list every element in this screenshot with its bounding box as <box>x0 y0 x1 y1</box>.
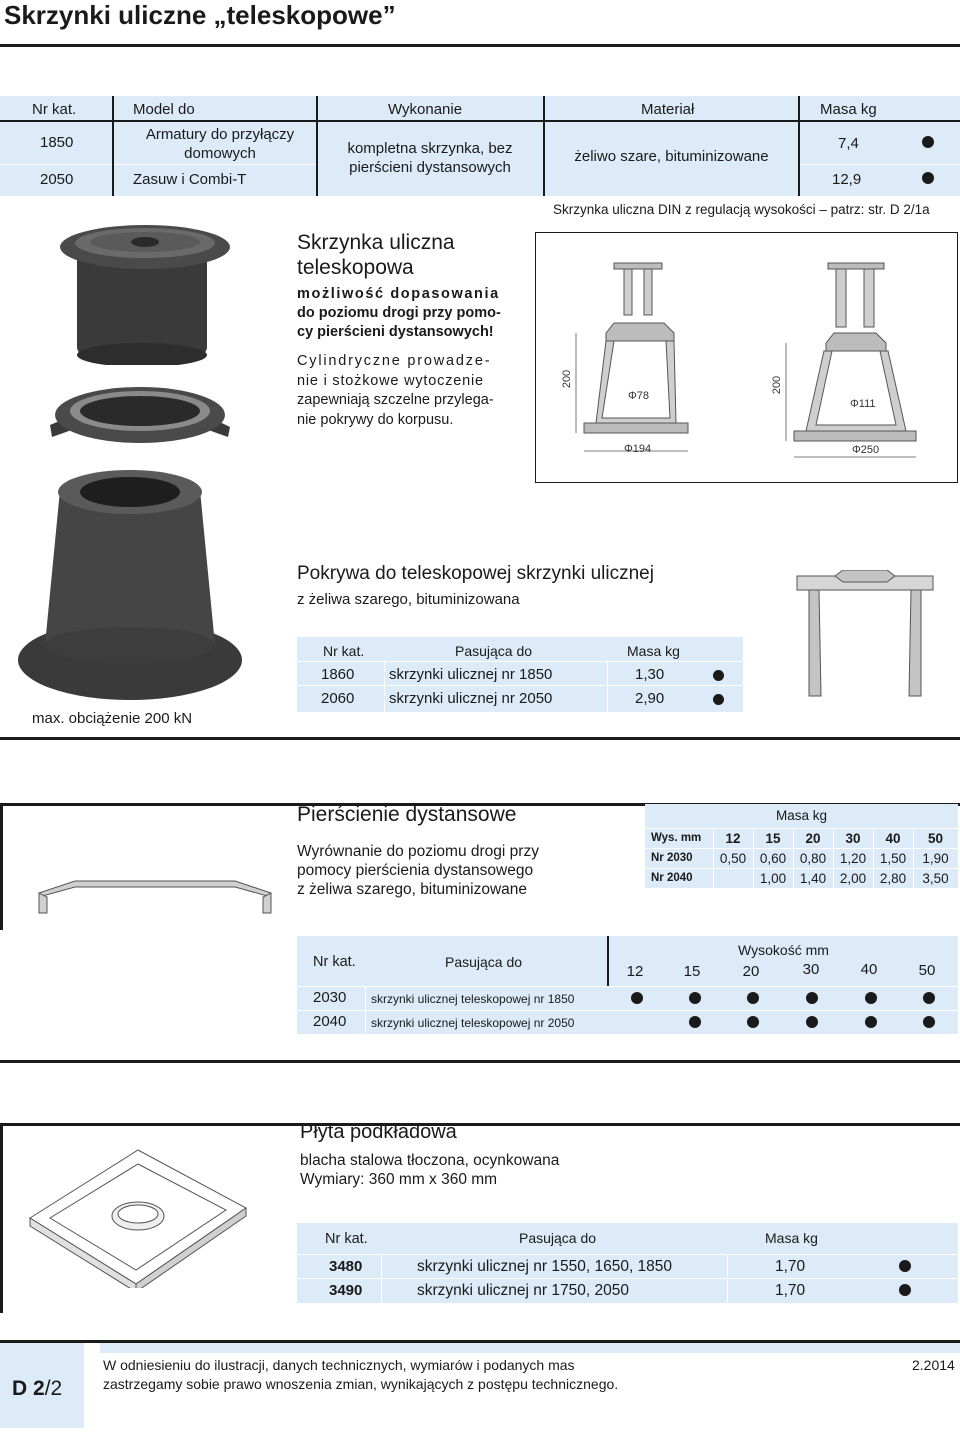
row1-model: Armatury do przyłączy domowych <box>145 126 295 162</box>
cover-row1-masa: 1,30 <box>635 666 665 683</box>
cover-row2-masa: 2,90 <box>635 690 665 707</box>
plate-left-border <box>0 1123 3 1313</box>
row1-masa: 7,4 <box>838 135 859 152</box>
mass-2030-30: 1,20 <box>839 851 867 866</box>
ref-note: Skrzynka uliczna DIN z regulacją wysokości – patrz: str. D 2/1a <box>553 202 930 217</box>
footer-note: W odniesieniu do ilustracji, danych technicznych, wymiarów i podanych mas zastrzegamy sobie prawo wnoszenia zmian, wynikających z postępu technicznego. <box>103 1357 619 1392</box>
dim-d4: Φ250 <box>852 444 880 456</box>
section-rule-3 <box>0 1060 960 1063</box>
plate-row1-bullet-icon <box>899 1260 911 1272</box>
plate-row2-bullet-icon <box>899 1284 911 1296</box>
col-wykonanie: Wykonanie <box>388 101 463 118</box>
col-model: Model do <box>133 101 195 118</box>
plate-col-masa: Masa kg <box>765 1230 818 1246</box>
cover-drawing <box>795 570 935 700</box>
cover-subtitle: z żeliwa szarego, bituminizowana <box>297 591 520 608</box>
dim-h2: 200 <box>771 375 784 395</box>
h-12: 12 <box>725 831 741 846</box>
plate-col-fits: Pasująca do <box>519 1230 597 1246</box>
h-15: 15 <box>765 831 781 846</box>
avail-h-40: 40 <box>860 961 878 978</box>
mass-2030-15: 0,60 <box>759 851 787 866</box>
mass-2030-40: 1,50 <box>879 851 907 866</box>
avail-col-nr: Nr kat. <box>313 954 356 970</box>
mass-2040-15: 1,00 <box>759 871 787 886</box>
rings-mass-rowhdr: Wys. mm <box>651 832 702 844</box>
row1-bullet-icon <box>922 136 934 148</box>
cover-col-nr: Nr kat. <box>323 643 365 659</box>
plate-row1-nr: 3480 <box>329 1258 363 1275</box>
cover-row2-fits: skrzynki ulicznej nr 2050 <box>389 690 553 707</box>
avail-row1-fits: skrzynki ulicznej teleskopowej nr 1850 <box>371 992 575 1006</box>
row1-nr: 1850 <box>40 134 74 151</box>
h-30: 30 <box>845 831 861 846</box>
plate-row2-fits: skrzynki ulicznej nr 1750, 2050 <box>417 1282 629 1299</box>
cover-row2-bullet-icon <box>713 694 724 705</box>
cover-table <box>297 637 743 712</box>
plate-row2-masa: 1,70 <box>775 1282 806 1299</box>
mass-2030-50: 1,90 <box>922 851 949 866</box>
availability-dot-icon <box>806 992 818 1004</box>
dim-d1: Φ78 <box>628 390 650 402</box>
page-title: Skrzynki uliczne „teleskopowe” <box>4 0 396 30</box>
rings-avail-table <box>297 936 958 1034</box>
distance-ring-photo <box>40 365 240 455</box>
cover-col-fits: Pasująca do <box>455 643 533 659</box>
main-table-header <box>0 96 960 122</box>
avail-row1-nr: 2030 <box>313 989 347 1006</box>
availability-dot-icon <box>923 1016 935 1028</box>
title-rule <box>0 44 960 47</box>
mass-2040-label: Nr 2040 <box>651 872 693 884</box>
avail-col-height: Wysokość mm <box>738 942 829 958</box>
mass-2040-30: 2,00 <box>839 871 867 886</box>
dim-d3: Φ111 <box>850 398 876 410</box>
avail-row2-fits: skrzynki ulicznej teleskopowej nr 2050 <box>371 1016 575 1030</box>
cover-title: Pokrywa do teleskopowej skrzynki ulicznej <box>297 563 654 584</box>
section-rule-1 <box>0 737 960 740</box>
row2-masa: 12,9 <box>832 171 862 188</box>
cover-col-masa: Masa kg <box>627 643 680 659</box>
plate-table <box>297 1223 958 1303</box>
availability-dot-icon <box>865 1016 877 1028</box>
mass-2040-40: 2,80 <box>879 871 907 886</box>
dim-h1: 200 <box>561 369 574 389</box>
rings-title: Pierścienie dystansowe <box>297 803 517 826</box>
rings-mass-caption: Masa kg <box>775 808 828 823</box>
cover-row1-bullet-icon <box>713 670 724 681</box>
telescopic-box-photo <box>55 225 255 365</box>
mass-2040-20: 1,40 <box>799 871 827 886</box>
conical-body-photo <box>15 460 245 710</box>
mass-2040-50: 3,50 <box>922 871 949 886</box>
cover-row1-fits: skrzynki ulicznej nr 1850 <box>389 666 553 683</box>
mass-2030-12: 0,50 <box>719 851 747 866</box>
load-note: max. obciążenie 200 kN <box>32 710 193 727</box>
availability-dot-icon <box>747 992 759 1004</box>
page-code-box <box>0 1343 84 1428</box>
section-rule-4 <box>0 1123 960 1126</box>
mass-2030-label: Nr 2030 <box>651 852 693 864</box>
rings-left-border <box>0 803 3 930</box>
plate-row1-fits: skrzynki ulicznej nr 1550, 1650, 1850 <box>417 1258 673 1275</box>
availability-dot-icon <box>865 992 877 1004</box>
avail-h-30: 30 <box>802 961 820 978</box>
plate-desc: blacha stalowa tłoczona, ocynkowana Wymiary: 360 mm x 360 mm <box>300 1152 560 1188</box>
avail-h-20: 20 <box>742 963 760 980</box>
col-masa: Masa kg <box>820 101 877 118</box>
section1-paragraph: Cylindryczne prowadze- nie i stożkowe wytoczenie zapewniają szczelne przylega- nie pokrywy do korpusu. <box>297 353 494 428</box>
page-code: D 2/2 <box>12 1377 63 1400</box>
main-table <box>0 96 960 196</box>
footer-date: 2.2014 <box>912 1357 955 1373</box>
plate-drawing <box>28 1148 248 1288</box>
col-material: Materiał <box>641 101 695 118</box>
technical-drawing <box>535 232 958 483</box>
cover-row2-nr: 2060 <box>321 690 355 707</box>
section1-bold-note: możliwość dopasowania do poziomu drogi przy pomo- cy pierścieni dystansowych! <box>297 286 501 340</box>
availability-dot-icon <box>631 992 643 1004</box>
wykonanie-cell: kompletna skrzynka, bez pierścieni dystansowych <box>347 140 513 176</box>
avail-row2-nr: 2040 <box>313 1013 347 1030</box>
cover-row1-nr: 1860 <box>321 666 355 683</box>
mass-2030-20: 0,80 <box>799 851 827 866</box>
material-cell: żeliwo szare, bituminizowane <box>574 148 769 165</box>
avail-col-fits: Pasująca do <box>445 954 523 970</box>
plate-title: Płyta podkładowa <box>300 1121 457 1143</box>
section1-title: Skrzynka uliczna teleskopowa <box>297 231 455 279</box>
row2-model: Zasuw i Combi-T <box>133 171 247 188</box>
row2-bullet-icon <box>922 172 934 184</box>
plate-row2-nr: 3490 <box>329 1282 363 1299</box>
rings-desc: Wyrównanie do poziomu drogi przy pomocy pierścienia dystansowego z żeliwa szarego, bituminizowane <box>297 843 539 898</box>
row2-nr: 2050 <box>40 171 74 188</box>
availability-dot-icon <box>689 1016 701 1028</box>
avail-h-15: 15 <box>683 963 701 980</box>
h-40: 40 <box>885 831 901 846</box>
plate-col-nr: Nr kat. <box>325 1231 368 1247</box>
availability-dot-icon <box>806 1016 818 1028</box>
availability-dot-icon <box>689 992 701 1004</box>
plate-row1-masa: 1,70 <box>775 1258 806 1275</box>
avail-h-50: 50 <box>918 962 936 979</box>
dim-d2: Φ194 <box>624 443 652 455</box>
rings-mass-table <box>645 804 958 888</box>
availability-dot-icon <box>747 1016 759 1028</box>
footer-strip <box>100 1343 960 1353</box>
h-20: 20 <box>805 831 821 846</box>
ring-drawing <box>35 855 275 925</box>
availability-dot-icon <box>923 992 935 1004</box>
h-50: 50 <box>927 831 944 846</box>
col-nr-kat: Nr kat. <box>32 101 77 118</box>
avail-h-12: 12 <box>626 963 644 980</box>
